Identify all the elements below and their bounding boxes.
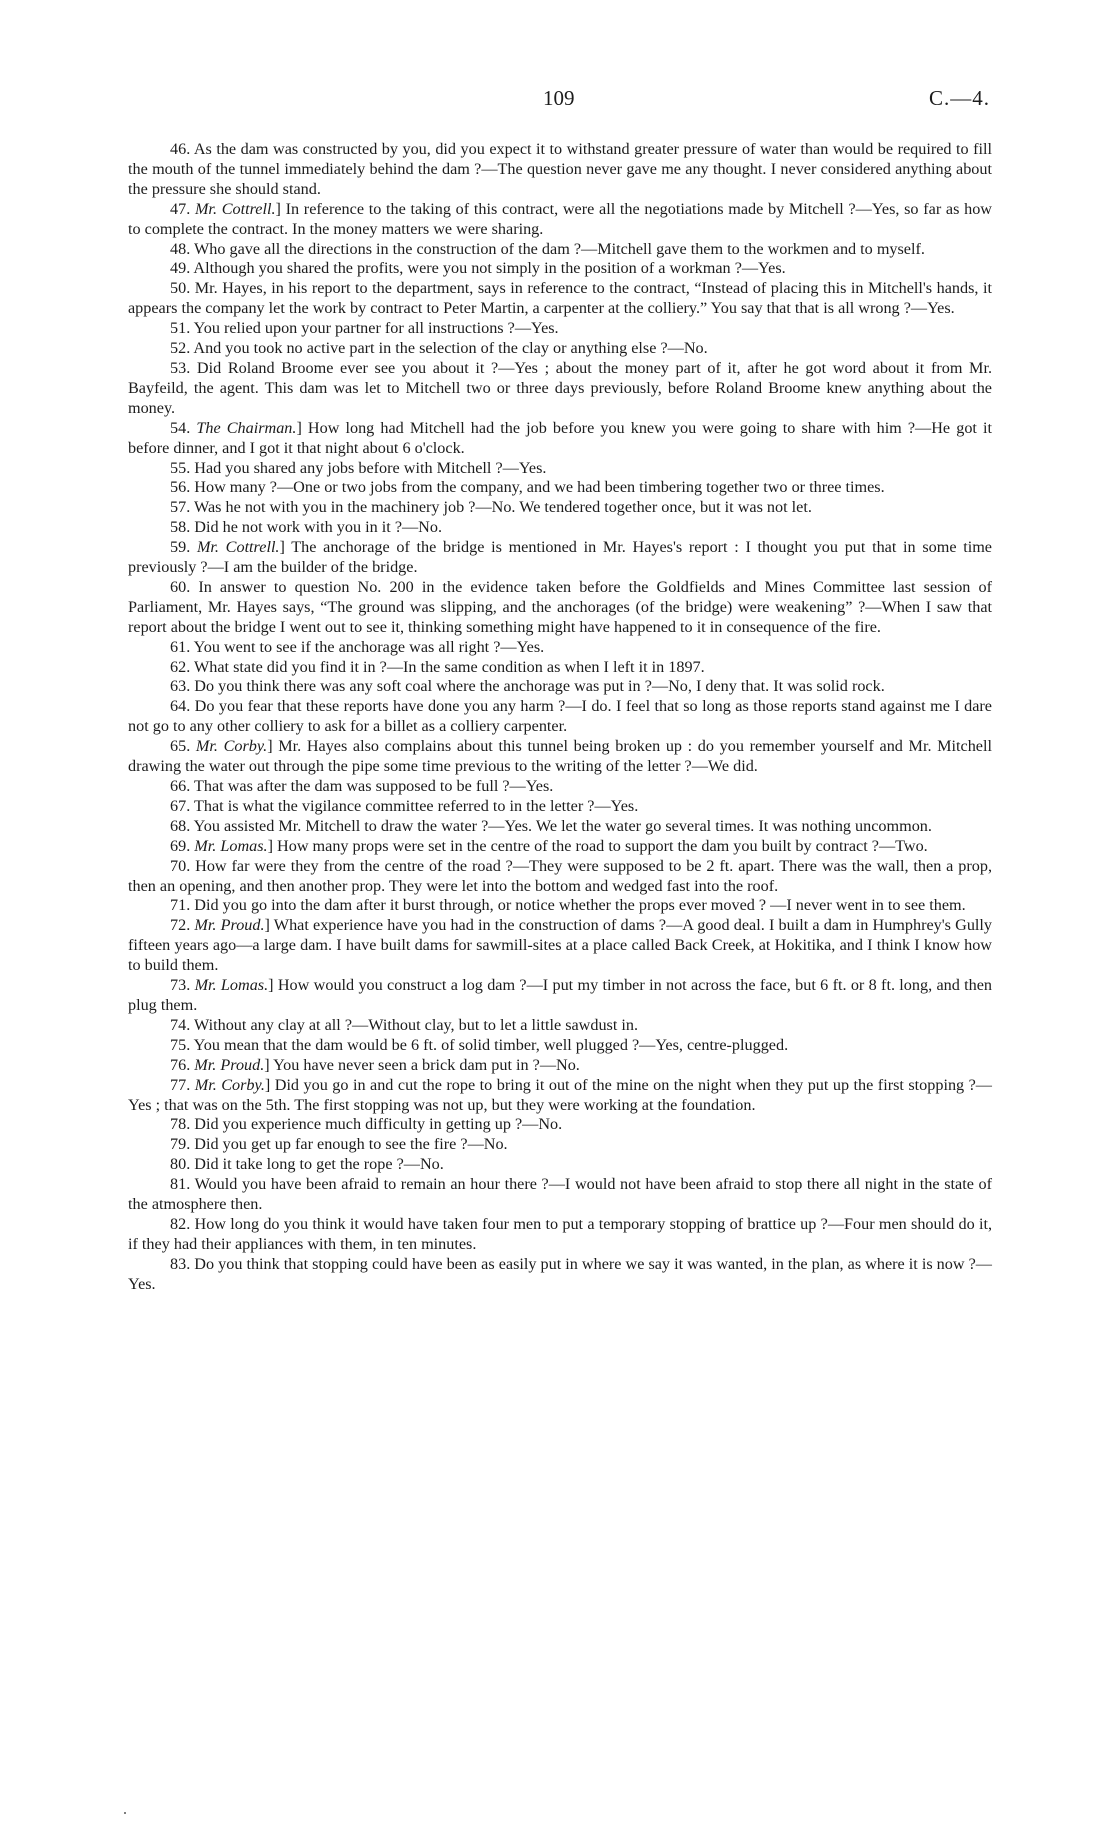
question-71: 71. Did you go into the dam after it burst through, or notice whether the props ever moved ? —I never went in to see them. bbox=[170, 896, 966, 915]
speaker-name: Mr. Cottrell. bbox=[196, 538, 280, 557]
question-77: 77. Mr. Corby.] Did you go in and cut the rope to bring it out of the mine on the night when they put up the first stopping ?—Yes ; that was on the 5th. The first stopping was not up, but they were working at the foundation. bbox=[128, 1075, 992, 1114]
page-header bbox=[0, 86, 1114, 116]
scan-speck bbox=[124, 1812, 126, 1814]
question-73: 73. Mr. Lomas.] How would you construct a log dam ?—I put my timber in not across the face, but 6 ft. or 8 ft. long, and then plug them. bbox=[128, 976, 993, 1014]
question-62: 62. What state did you find it in ?—In the same condition as when I left it in 1897. bbox=[170, 657, 705, 676]
question-83: 83. Do you think that stopping could have been as easily put in where we say it was wanted, in the plan, as where it is now ?—Yes. bbox=[128, 1254, 992, 1293]
question-82: 82. How long do you think it would have taken four men to put a temporary stopping of brattice up ?—Four men should do it, if they had their appliances with them, in ten minutes. bbox=[128, 1214, 992, 1253]
question-49: 49. Although you shared the profits, were you not simply in the position of a workman ?—Yes. bbox=[170, 259, 786, 278]
question-75: 75. You mean that the dam would be 6 ft. of solid timber, well plugged ?—Yes, centre-plugged. bbox=[170, 1035, 789, 1054]
question-51: 51. You relied upon your partner for all instructions ?—Yes. bbox=[170, 319, 559, 338]
question-48: 48. Who gave all the directions in the construction of the dam ?—Mitchell gave them to the workmen and to myself. bbox=[170, 239, 925, 258]
question-79: 79. Did you get up far enough to see the fire ?—No. bbox=[170, 1135, 508, 1154]
question-55: 55. Had you shared any jobs before with Mitchell ?—Yes. bbox=[170, 458, 547, 477]
question-60: 60. In answer to question No. 200 in the evidence taken before the Goldfields and Mines Committee last session of Parliament, Mr. Hayes says, “The ground was slipping, and the anchorages (of the bridge) were weakening” ?—When I saw that report about the bridge I went out to see it, thinking something might have happened to it in consequence of the fire. bbox=[128, 577, 992, 636]
speaker-name: Mr. Corby. bbox=[195, 737, 268, 756]
question-67: 67. That is what the vigilance committee referred to in the letter ?—Yes. bbox=[170, 796, 639, 815]
question-68: 68. You assisted Mr. Mitchell to draw the water ?—Yes. We let the water go several times. It was nothing uncommon. bbox=[170, 816, 932, 835]
question-52: 52. And you took no active part in the selection of the clay or anything else ?—No. bbox=[170, 339, 708, 358]
question-54: 54. The Chairman.] How long had Mitchell had the job before you knew you were going to share with him ?—He got it before dinner, and I got it that night about 6 o'clock. bbox=[128, 418, 992, 457]
evidence-body bbox=[128, 140, 992, 1295]
question-57: 57. Was he not with you in the machinery job ?—No. We tendered together once, but it was not let. bbox=[170, 498, 812, 517]
question-47: 47. Mr. Cottrell.] In reference to the taking of this contract, were all the negotiations made by Mitchell ?—Yes, so far as how to complete the contract. In the money matters we were sharing. bbox=[128, 199, 992, 238]
question-76: 76. Mr. Proud.] You have never seen a brick dam put in ?—No. bbox=[170, 1055, 580, 1074]
question-61: 61. You went to see if the anchorage was all right ?—Yes. bbox=[170, 637, 545, 656]
question-66: 66. That was after the dam was supposed to be full ?—Yes. bbox=[170, 777, 554, 795]
question-78: 78. Did you experience much difficulty in getting up ?—No. bbox=[170, 1115, 563, 1134]
question-74: 74. Without any clay at all ?—Without clay, but to let a little sawdust in. bbox=[170, 1015, 639, 1034]
question-58: 58. Did he not work with you in it ?—No. bbox=[170, 518, 443, 537]
question-46: 46. As the dam was constructed by you, did you expect it to withstand greater pressure of water than would be required to fill the mouth of the tunnel immediately behind the dam ?—The question never gave me any thought. I never considered anything about the pressure she should stand. bbox=[128, 140, 992, 198]
question-64: 64. Do you fear that these reports have done you any harm ?—I do. I feel that so long as those reports stand against me I dare not go to any other colliery to ask for a billet as a colliery carpenter. bbox=[128, 697, 992, 736]
speaker-name: Mr. Lomas. bbox=[194, 976, 269, 995]
question-69: 69. Mr. Lomas.] How many props were set in the centre of the road to support the dam you built by contract ?—Two. bbox=[170, 836, 928, 855]
page-number: 109 bbox=[543, 86, 575, 110]
question-63: 63. Do you think there was any soft coal where the anchorage was put in ?—No, I deny that. It was solid rock. bbox=[170, 677, 885, 696]
speaker-name: Mr. Proud. bbox=[194, 916, 265, 935]
question-59: 59. Mr. Cottrell.] The anchorage of the bridge is mentioned in Mr. Hayes's report : I thought you put that in some time previously ?—I am the builder of the bridge. bbox=[128, 538, 992, 577]
question-53: 53. Did Roland Broome ever see you about it ?—Yes ; about the money part of it, after he got word about it from Mr. Bayfeild, the agent. This dam was let to Mitchell two or three days previously, before Roland Broome knew anything about the money. bbox=[128, 358, 992, 417]
speaker-name: Mr. Proud. bbox=[194, 1055, 265, 1074]
question-56: 56. How many ?—One or two jobs from the company, and we had been timbering together two or three times. bbox=[170, 478, 885, 497]
question-65: 65. Mr. Corby.] Mr. Hayes also complains about this tunnel being broken up : do you remember yourself and Mr. Mitchell drawing the water out through the pipe some time previous to the writing of the letter ?—We did. bbox=[128, 737, 992, 776]
speaker-name: The Chairman. bbox=[196, 418, 297, 437]
question-70: 70. How far were they from the centre of the road ?—They were supposed to be 2 ft. apart. There was the wall, then a prop, then an opening, and then another prop. They were let into the bottom and wedged fast into the roof. bbox=[128, 856, 992, 895]
question-50: 50. Mr. Hayes, in his report to the department, says in reference to the contract, “Instead of placing this in Mitchell's hands, it appears the company let the work by contract to Peter Martin, a carpenter at the colliery.” You say that that is all wrong ?—Yes. bbox=[128, 279, 992, 318]
question-81: 81. Would you have been afraid to remain an hour there ?—I would not have been afraid to stop there all night in the state of the atmosphere then. bbox=[128, 1175, 992, 1214]
question-72: 72. Mr. Proud.] What experience have you had in the construction of dams ?—A good deal. I built a dam in Humphrey's Gully fifteen years ago—a large dam. I have built dams for sawmill-sites at a place called Back Creek, at Hokitika, and I think I know how to build them. bbox=[128, 916, 992, 975]
speaker-name: Mr. Cottrell. bbox=[194, 199, 276, 218]
speaker-name: Mr. Corby. bbox=[194, 1075, 265, 1094]
section-code: C.—4. bbox=[928, 86, 990, 110]
speaker-name: Mr. Lomas. bbox=[194, 836, 268, 855]
question-80: 80. Did it take long to get the rope ?—No. bbox=[170, 1155, 444, 1174]
